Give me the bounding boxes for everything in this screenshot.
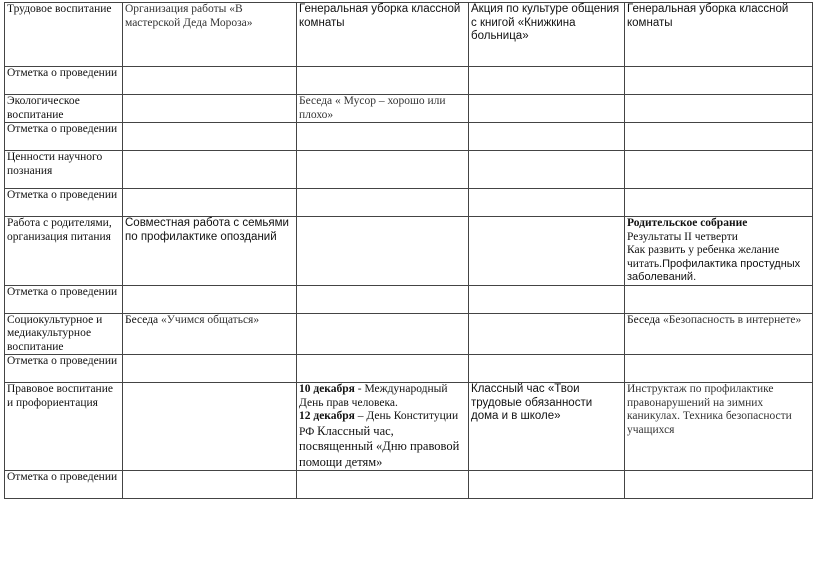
- table-row-science: [5, 151, 813, 189]
- empty-cell: [469, 313, 625, 355]
- empty-cell: [469, 285, 625, 313]
- cell-cleaning: Генеральная уборка классной комнаты: [297, 3, 469, 67]
- empty-cell: [469, 95, 625, 123]
- empty-cell: [625, 285, 813, 313]
- row-label: Работа с родителями, организация питания: [5, 217, 123, 286]
- empty-cell: [469, 471, 625, 499]
- empty-cell: [123, 123, 297, 151]
- empty-cell: [297, 285, 469, 313]
- meeting-text: Как развить у ребенка желание читать.: [627, 244, 780, 270]
- empty-cell: [123, 471, 297, 499]
- table-row-labor: [5, 3, 813, 67]
- empty-cell: [625, 123, 813, 151]
- empty-cell: [469, 67, 625, 95]
- row-label: Отметка о проведении: [5, 123, 123, 151]
- empty-cell: [123, 67, 297, 95]
- table-row-parents: [5, 217, 813, 286]
- meeting-title: Родительское собрание: [627, 217, 748, 229]
- empty-cell: [297, 123, 469, 151]
- empty-cell: [123, 189, 297, 217]
- empty-cell: [123, 285, 297, 313]
- talk-prefix: Беседа: [125, 313, 162, 326]
- event-text: Классный час, посвященный «Дню правовой помощи детям»: [299, 423, 460, 469]
- cell-internet-safety: [625, 313, 813, 355]
- row-label: Отметка о проведении: [5, 471, 123, 499]
- table-row-mark: [5, 67, 813, 95]
- empty-cell: [469, 123, 625, 151]
- row-label: Отметка о проведении: [5, 355, 123, 383]
- row-label: Трудовое воспитание: [5, 3, 123, 67]
- empty-cell: [297, 355, 469, 383]
- empty-cell: [469, 355, 625, 383]
- empty-cell: [625, 355, 813, 383]
- empty-cell: [297, 67, 469, 95]
- event-text: - Международный День прав человека.: [299, 383, 448, 409]
- table-row-mark: [5, 471, 813, 499]
- talk-title: «Учимся общаться»: [161, 313, 260, 326]
- cell-cleaning-2: Генеральная уборка классной комнаты: [625, 3, 813, 67]
- table-row-social: [5, 313, 813, 355]
- date-label: 12 декабря: [299, 410, 355, 422]
- row-label: Отметка о проведении: [5, 189, 123, 217]
- talk-prefix: Беседа: [627, 313, 664, 326]
- empty-cell: [625, 151, 813, 189]
- empty-cell: [297, 189, 469, 217]
- table-row-law: [5, 383, 813, 471]
- table-row-mark: [5, 189, 813, 217]
- empty-cell: [297, 217, 469, 286]
- meeting-line: Результаты II четверти: [627, 230, 738, 243]
- empty-cell: [625, 67, 813, 95]
- empty-cell: [123, 151, 297, 189]
- cell-rights-days: [297, 383, 469, 471]
- talk-title: «Безопасность в интернете»: [663, 313, 802, 326]
- row-label: Правовое воспитание и профориентация: [5, 383, 123, 471]
- empty-cell: [625, 189, 813, 217]
- cell-workshop: Организация работы «В мастерской Деда Мороза»: [123, 3, 297, 67]
- row-label: Отметка о проведении: [5, 67, 123, 95]
- cell-parent-meeting: [625, 217, 813, 286]
- table-row-mark: [5, 285, 813, 313]
- meeting-line: [627, 244, 810, 285]
- empty-cell: [123, 355, 297, 383]
- row-label: Ценности научного познания: [5, 151, 123, 189]
- empty-cell: [469, 189, 625, 217]
- cell-punctuality: Совместная работа с семьями по профилактике опозданий: [123, 217, 297, 286]
- empty-cell: [469, 217, 625, 286]
- empty-cell: [297, 471, 469, 499]
- empty-cell: [469, 151, 625, 189]
- empty-cell: [625, 95, 813, 123]
- empty-cell: [297, 151, 469, 189]
- table-row-eco: [5, 95, 813, 123]
- empty-cell: [625, 471, 813, 499]
- meeting-text: Профилактика простудных заболеваний.: [627, 257, 801, 283]
- table-row-mark: [5, 123, 813, 151]
- table-row-mark: [5, 355, 813, 383]
- cell-duties-class: Классный час «Твои трудовые обязанности дома и в школе»: [469, 383, 625, 471]
- row-label: Социокультурное и медиакультурное воспитание: [5, 313, 123, 355]
- empty-cell: [123, 95, 297, 123]
- cell-trash-talk: Беседа « Мусор – хорошо или плохо»: [297, 95, 469, 123]
- cell-communication-talk: [123, 313, 297, 355]
- education-plan-table: [4, 2, 813, 499]
- date-label: 10 декабря: [299, 383, 355, 395]
- empty-cell: [297, 313, 469, 355]
- empty-cell: [123, 383, 297, 471]
- cell-instruction: Инструктаж по профилактике правонарушений на зимних каникулах. Техника безопасности учащихся: [625, 383, 813, 471]
- cell-book-action: Акция по культуре общения с книгой «Книжкина больница»: [469, 3, 625, 67]
- row-label: Экологическое воспитание: [5, 95, 123, 123]
- row-label: Отметка о проведении: [5, 285, 123, 313]
- event-text: – День Конституции РФ: [299, 410, 459, 438]
